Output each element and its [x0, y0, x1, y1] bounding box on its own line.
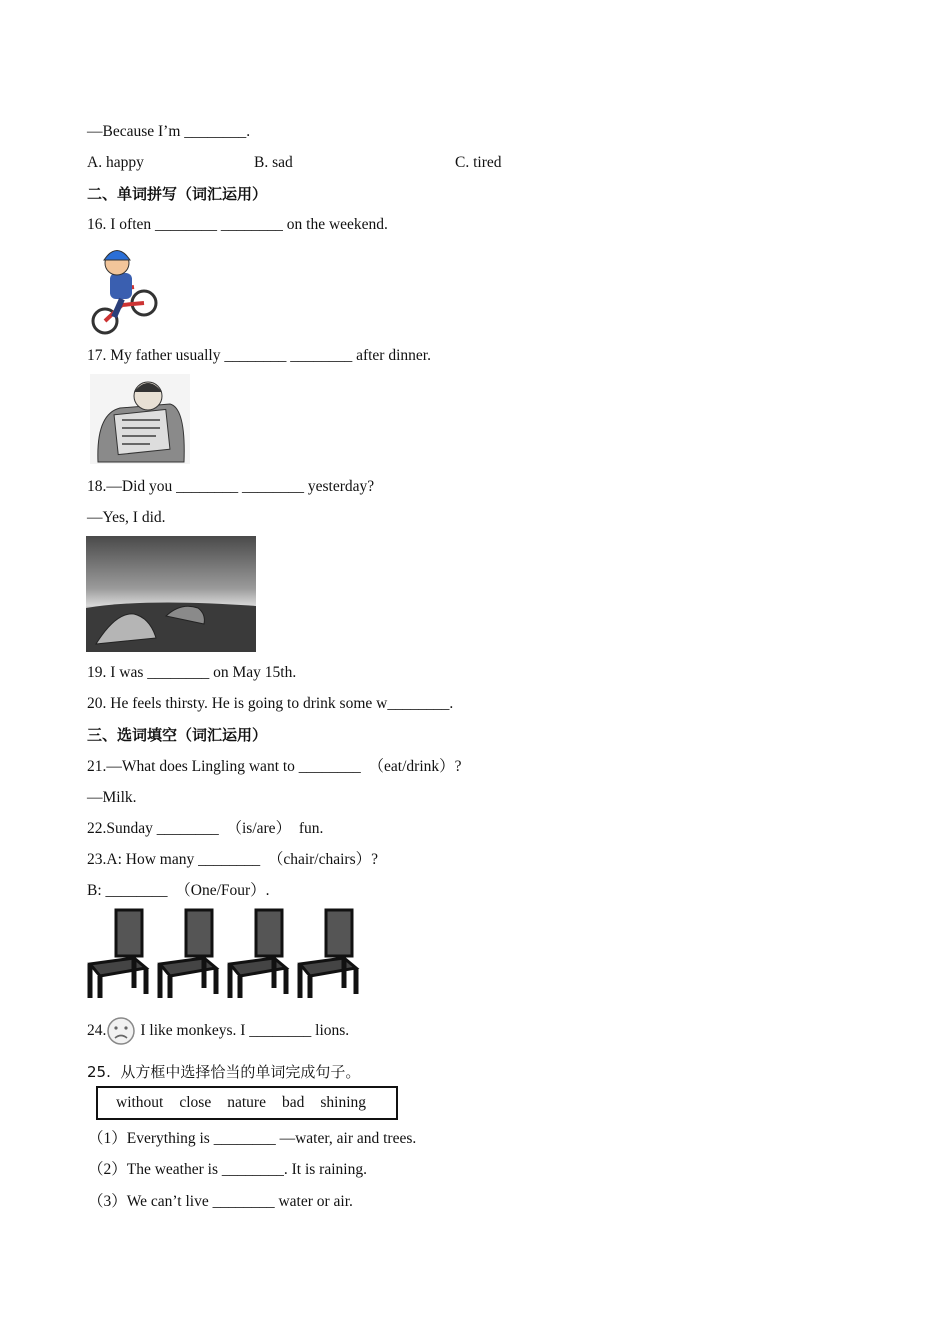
- word-shining: shining: [320, 1094, 367, 1111]
- section-3-title: 三、选词填空（词汇运用）: [87, 726, 268, 744]
- word-without: without: [116, 1094, 164, 1111]
- q24-line: [87, 1016, 349, 1046]
- word-bad: bad: [281, 1094, 305, 1111]
- q23-text-b: B: ________ （One/Four）.: [87, 882, 270, 899]
- section-2-title: 二、单词拼写（词汇运用）: [87, 185, 268, 203]
- word-box: [96, 1086, 398, 1120]
- q15-answer-line: —Because I’m ________.: [87, 123, 251, 140]
- word-close: close: [179, 1094, 212, 1111]
- q25-instruction: 25. 从方框中选择恰当的单词完成句子。: [87, 1063, 361, 1081]
- q22-text: 22.Sunday ________ （is/are） fun.: [87, 820, 324, 837]
- q17-text: 17. My father usually ________ ________ after dinner.: [87, 347, 431, 364]
- q20-text: 20. He feels thirsty. He is going to drink some w________.: [87, 695, 454, 712]
- q15-option-a: A. happy: [87, 154, 144, 171]
- q16-text: 16. I often ________ ________ on the weekend.: [87, 216, 388, 233]
- boy-riding-bike-image: [90, 243, 160, 337]
- q15-option-b: B. sad: [254, 154, 293, 171]
- q18-text: 18.—Did you ________ ________ yesterday?: [87, 478, 375, 495]
- q23-text-a: 23.A: How many ________ （chair/chairs）?: [87, 851, 378, 868]
- q25-item-1: （1）Everything is ________ —water, air and trees.: [88, 1130, 417, 1147]
- tents-camping-image: [86, 536, 256, 652]
- four-chairs-image: [86, 908, 360, 1000]
- word-nature: nature: [227, 1094, 266, 1111]
- q24-text: I like monkeys. I ________ lions.: [140, 1022, 350, 1039]
- q25-item-2: （2）The weather is ________. It is raining.: [88, 1161, 367, 1178]
- q21-text: 21.—What does Lingling want to ________ （eat/drink）?: [87, 758, 462, 775]
- q18-reply: —Yes, I did.: [87, 509, 166, 526]
- q24-number: 24.: [87, 1022, 107, 1039]
- q15-option-c: C. tired: [455, 154, 502, 171]
- sad-face-icon: [106, 1016, 136, 1046]
- q25-item-3: （3）We can’t live ________ water or air.: [88, 1193, 353, 1210]
- q19-text: 19. I was ________ on May 15th.: [87, 664, 297, 681]
- man-reading-newspaper-image: [90, 374, 190, 464]
- q21-reply: —Milk.: [87, 789, 137, 806]
